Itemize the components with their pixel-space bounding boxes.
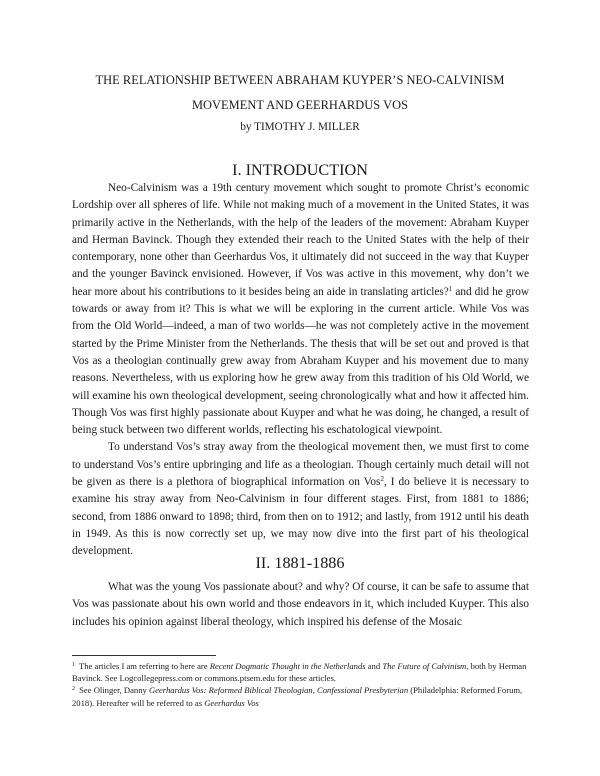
- footnote-title: The Future of Calvinism: [382, 661, 467, 671]
- introduction-paragraph-2: [72, 439, 529, 560]
- footnote-ref-2: 2: [380, 475, 384, 484]
- footnote-title: Recent Dogmatic Thought in the Netherlands: [209, 661, 366, 671]
- footnote-text: (Philadelphia: Reformed Forum, 2018). Hereafter will be referred to as: [72, 685, 523, 708]
- footnote-text: and: [365, 661, 383, 671]
- paragraph-text: , I do believe it is necessary to examine his stray away from Neo-Calvinism in four different stages. First, from 1881 to 1886; second, from 1886 onward to 1898; third, from then on to 1912; and lastly, from 1912 until his death in 1949. As this is now correctly set up, we may now dive into the first part of his theological development.: [72, 476, 529, 558]
- paragraph-text: To understand Vos’s stray away from the theological movement then, we must first to come to understand Vos’s entire upbringing and life as a theologian. Though certainly much detail will not be given as there is a plethora of biographical information on Vos: [72, 441, 529, 489]
- document-title-line1: THE RELATIONSHIP BETWEEN ABRAHAM KUYPER’S NEO-CALVINISM: [95, 73, 505, 87]
- introduction-body: [72, 180, 529, 561]
- footnote-number: 1: [72, 662, 75, 668]
- introduction-paragraph-1: [72, 180, 529, 439]
- footnote-title: Geerhardus Vos: [204, 697, 259, 708]
- document-title-line2: MOVEMENT AND GEERHARDUS VOS: [191, 98, 409, 112]
- footnote-number: 2: [72, 686, 75, 693]
- footnote-ref-1: 1: [448, 284, 453, 293]
- paragraph-text: Neo-Calvinism was a 19th century movement which sought to promote Christ’s economic Lordship over all spheres of life. While not making much of a movement in the United States, it was primarily active in the Netherlands, with the help of the leaders of the movement: Abraham Kuyper and Herman Bavinck. Though they extended their reach to the United States with the help of their contemporary, none other than Geerhardus Vos, it ultimately did not succeed in the way that Kuyper and the younger Bavinck envisioned. However, if Vos was active in this movement, why don’t we hear more about his contributions to it besides being an aide in translating articles?: [72, 182, 529, 298]
- paragraph-text: and did he grow towards or away from it? This is what we will be exploring in the current article. While Vos was from the Old World—indeed, a man of two worlds—he was not completely active in the movement started by the Prime Minister from the Netherlands. The thesis that will be set out and proved is that Vos as a theologian continually grew away from Abraham Kuyper and his movement due to many reasons. Nevertheless, with us exploring how he grew away from this tradition of his Old World, we will examine his own theological development, seeing chronologically what and how it affected him. Though Vos was first highly passionate about Kuyper and what he was doing, he changed, a result of being stuck between two different worlds, reflecting his eschatological viewpoint.: [72, 285, 529, 437]
- footnotes: [72, 660, 532, 709]
- section-heading-1881-1886: II. 1881-1886: [255, 554, 345, 572]
- footnote-2: [72, 684, 532, 708]
- section2-body: [72, 579, 529, 631]
- section-heading-introduction: I. INTRODUCTION: [232, 161, 368, 179]
- section2-paragraph-1: What was the young Vos passionate about? and why? Of course, it can be safe to assume that Vos was passionate about his own world and those endeavors in it, which included Kuyper. This also includes his opinion against liberal theology, which inspired his defense of the Mosaic: [72, 581, 529, 628]
- footnote-1: [72, 660, 532, 684]
- footnote-text: , both by Herman Bavinck. See Logcollegepress.com or commons.ptsem.edu for these articles.: [72, 661, 527, 684]
- footnote-text: The articles I am referring to here are: [77, 661, 210, 671]
- footnote-divider: [72, 655, 216, 656]
- author-byline: by TIMOTHY J. MILLER: [240, 121, 360, 133]
- footnote-title: Geerhardus Vos: Reformed Biblical Theologian, Confessional Presbyterian: [148, 685, 409, 696]
- footnote-text: See Olinger, Danny: [77, 685, 149, 696]
